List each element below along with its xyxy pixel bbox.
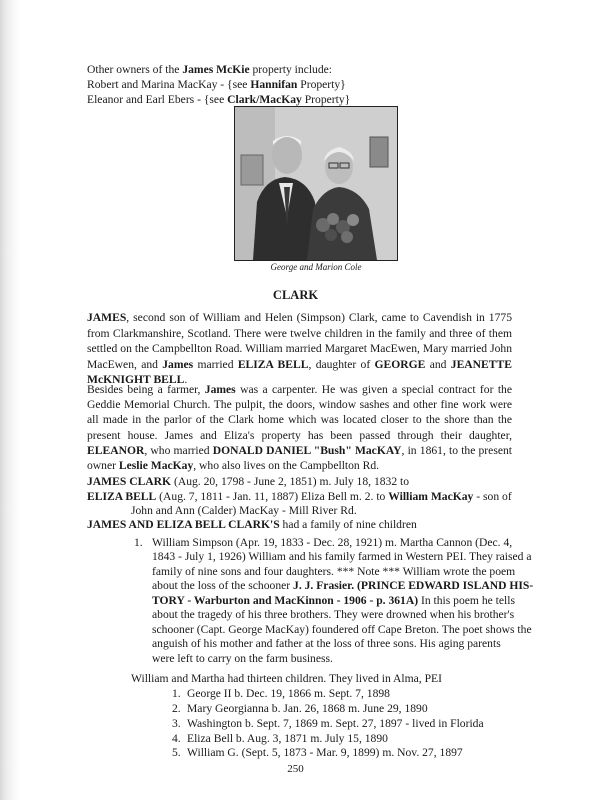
child-3-number: 3. <box>172 717 181 730</box>
intro-line-1: Other owners of the James McKie property include: <box>87 63 333 76</box>
item-1-line-9: were left to carry on the farm business. <box>152 652 333 665</box>
item-1-line-6: about the tragedy of his three brothers. They were drowned when his brother's <box>152 608 515 621</box>
paragraph-carpenter: Besides being a farmer, James was a carpenter. He was given a special contract for the Geddie Memorial Church. The pulpit, the doors, window sashes and other fine work were all made in the parlor of the Clark home which was located closer to the shore than the present house. James and Eliza's property has been passed through their daughter, ELEANOR, who married DONALD DANIEL "Bush" MacKAY, in 1861, to the present owner Leslie MacKay, who also lives on the Campbellton Rd. <box>87 383 512 473</box>
child-5-text: William G. (Sept. 5, 1873 - Mar. 9, 1899) m. Nov. 27, 1897 <box>187 746 463 759</box>
child-5-number: 5. <box>172 746 181 759</box>
item-1-line-4: about the loss of the schooner J. J. Frasier. (PRINCE EDWARD ISLAND HIS- <box>152 579 534 592</box>
genealogy-line-1: JAMES CLARK (Aug. 20, 1798 - June 2, 1851) m. July 18, 1832 to <box>87 475 410 488</box>
child-1-text: George II b. Dec. 19, 1866 m. Sept. 7, 1898 <box>187 687 390 700</box>
photo-illustration <box>235 107 397 260</box>
item-1-line-8: anguish of his mother and father at the loss of three sons. His aging parents <box>152 637 501 650</box>
page-number: 250 <box>287 763 304 775</box>
child-2-number: 2. <box>172 702 181 715</box>
genealogy-line-2: ELIZA BELL (Aug. 7, 1811 - Jan. 11, 1887) Eliza Bell m. 2. to William MacKay - son of <box>87 490 512 503</box>
intro-line-2: Robert and Marina MacKay - {see Hannifan Property} <box>87 78 346 91</box>
paragraph-james-clark: JAMES, second son of William and Helen (Simpson) Clark, came to Cavendish in 1775 from Clarkmanshire, Scotland. There were twelve children in the family and three of them settled on the Campbellton Road. William married Margaret MacEwen, Mary married John MacEwen, and James married ELIZA BELL, daughter of GEORGE and JEANETTE McKNIGHT BELL. <box>87 311 512 386</box>
genealogy-line-3: John and Ann (Calder) MacKay - Mill River Rd. <box>131 504 357 517</box>
item-1-line-7: schooner (Capt. George MacKay) foundered off Cape Breton. The poet shows the <box>152 623 532 636</box>
william-martha-line: William and Martha had thirteen children. They lived in Alma, PEI <box>131 672 442 685</box>
section-heading: CLARK <box>272 288 319 302</box>
family-photo <box>234 106 398 261</box>
item-1-line-2: 1843 - July 1, 1926) William and his family farmed in Western PEI. They raised a <box>152 550 532 563</box>
child-1-number: 1. <box>172 687 181 700</box>
item-1-number: 1. <box>134 536 143 549</box>
item-1-line-1: William Simpson (Apr. 19, 1833 - Dec. 28, 1921) m. Martha Cannon (Dec. 4, <box>152 536 513 549</box>
intro-line-3: Eleanor and Earl Ebers - {see Clark/MacKay Property} <box>87 93 351 106</box>
child-3-text: Washington b. Sept. 7, 1869 m. Sept. 27, 1897 - lived in Florida <box>187 717 484 730</box>
genealogy-line-4: JAMES AND ELIZA BELL CLARK'S had a family of nine children <box>87 518 417 531</box>
item-1-line-3: family of nine sons and four daughters. *** Note *** William wrote the poem <box>152 565 516 578</box>
child-4-number: 4. <box>172 732 181 745</box>
child-4-text: Eliza Bell b. Aug. 3, 1871 m. July 15, 1890 <box>187 732 388 745</box>
photo-caption: George and Marion Cole <box>270 262 362 272</box>
child-2-text: Mary Georgianna b. Jan. 26, 1868 m. June 29, 1890 <box>187 702 428 715</box>
item-1-line-5: TORY - Warburton and MacKinnon - 1906 - p. 361A) In this poem he tells <box>152 594 516 607</box>
